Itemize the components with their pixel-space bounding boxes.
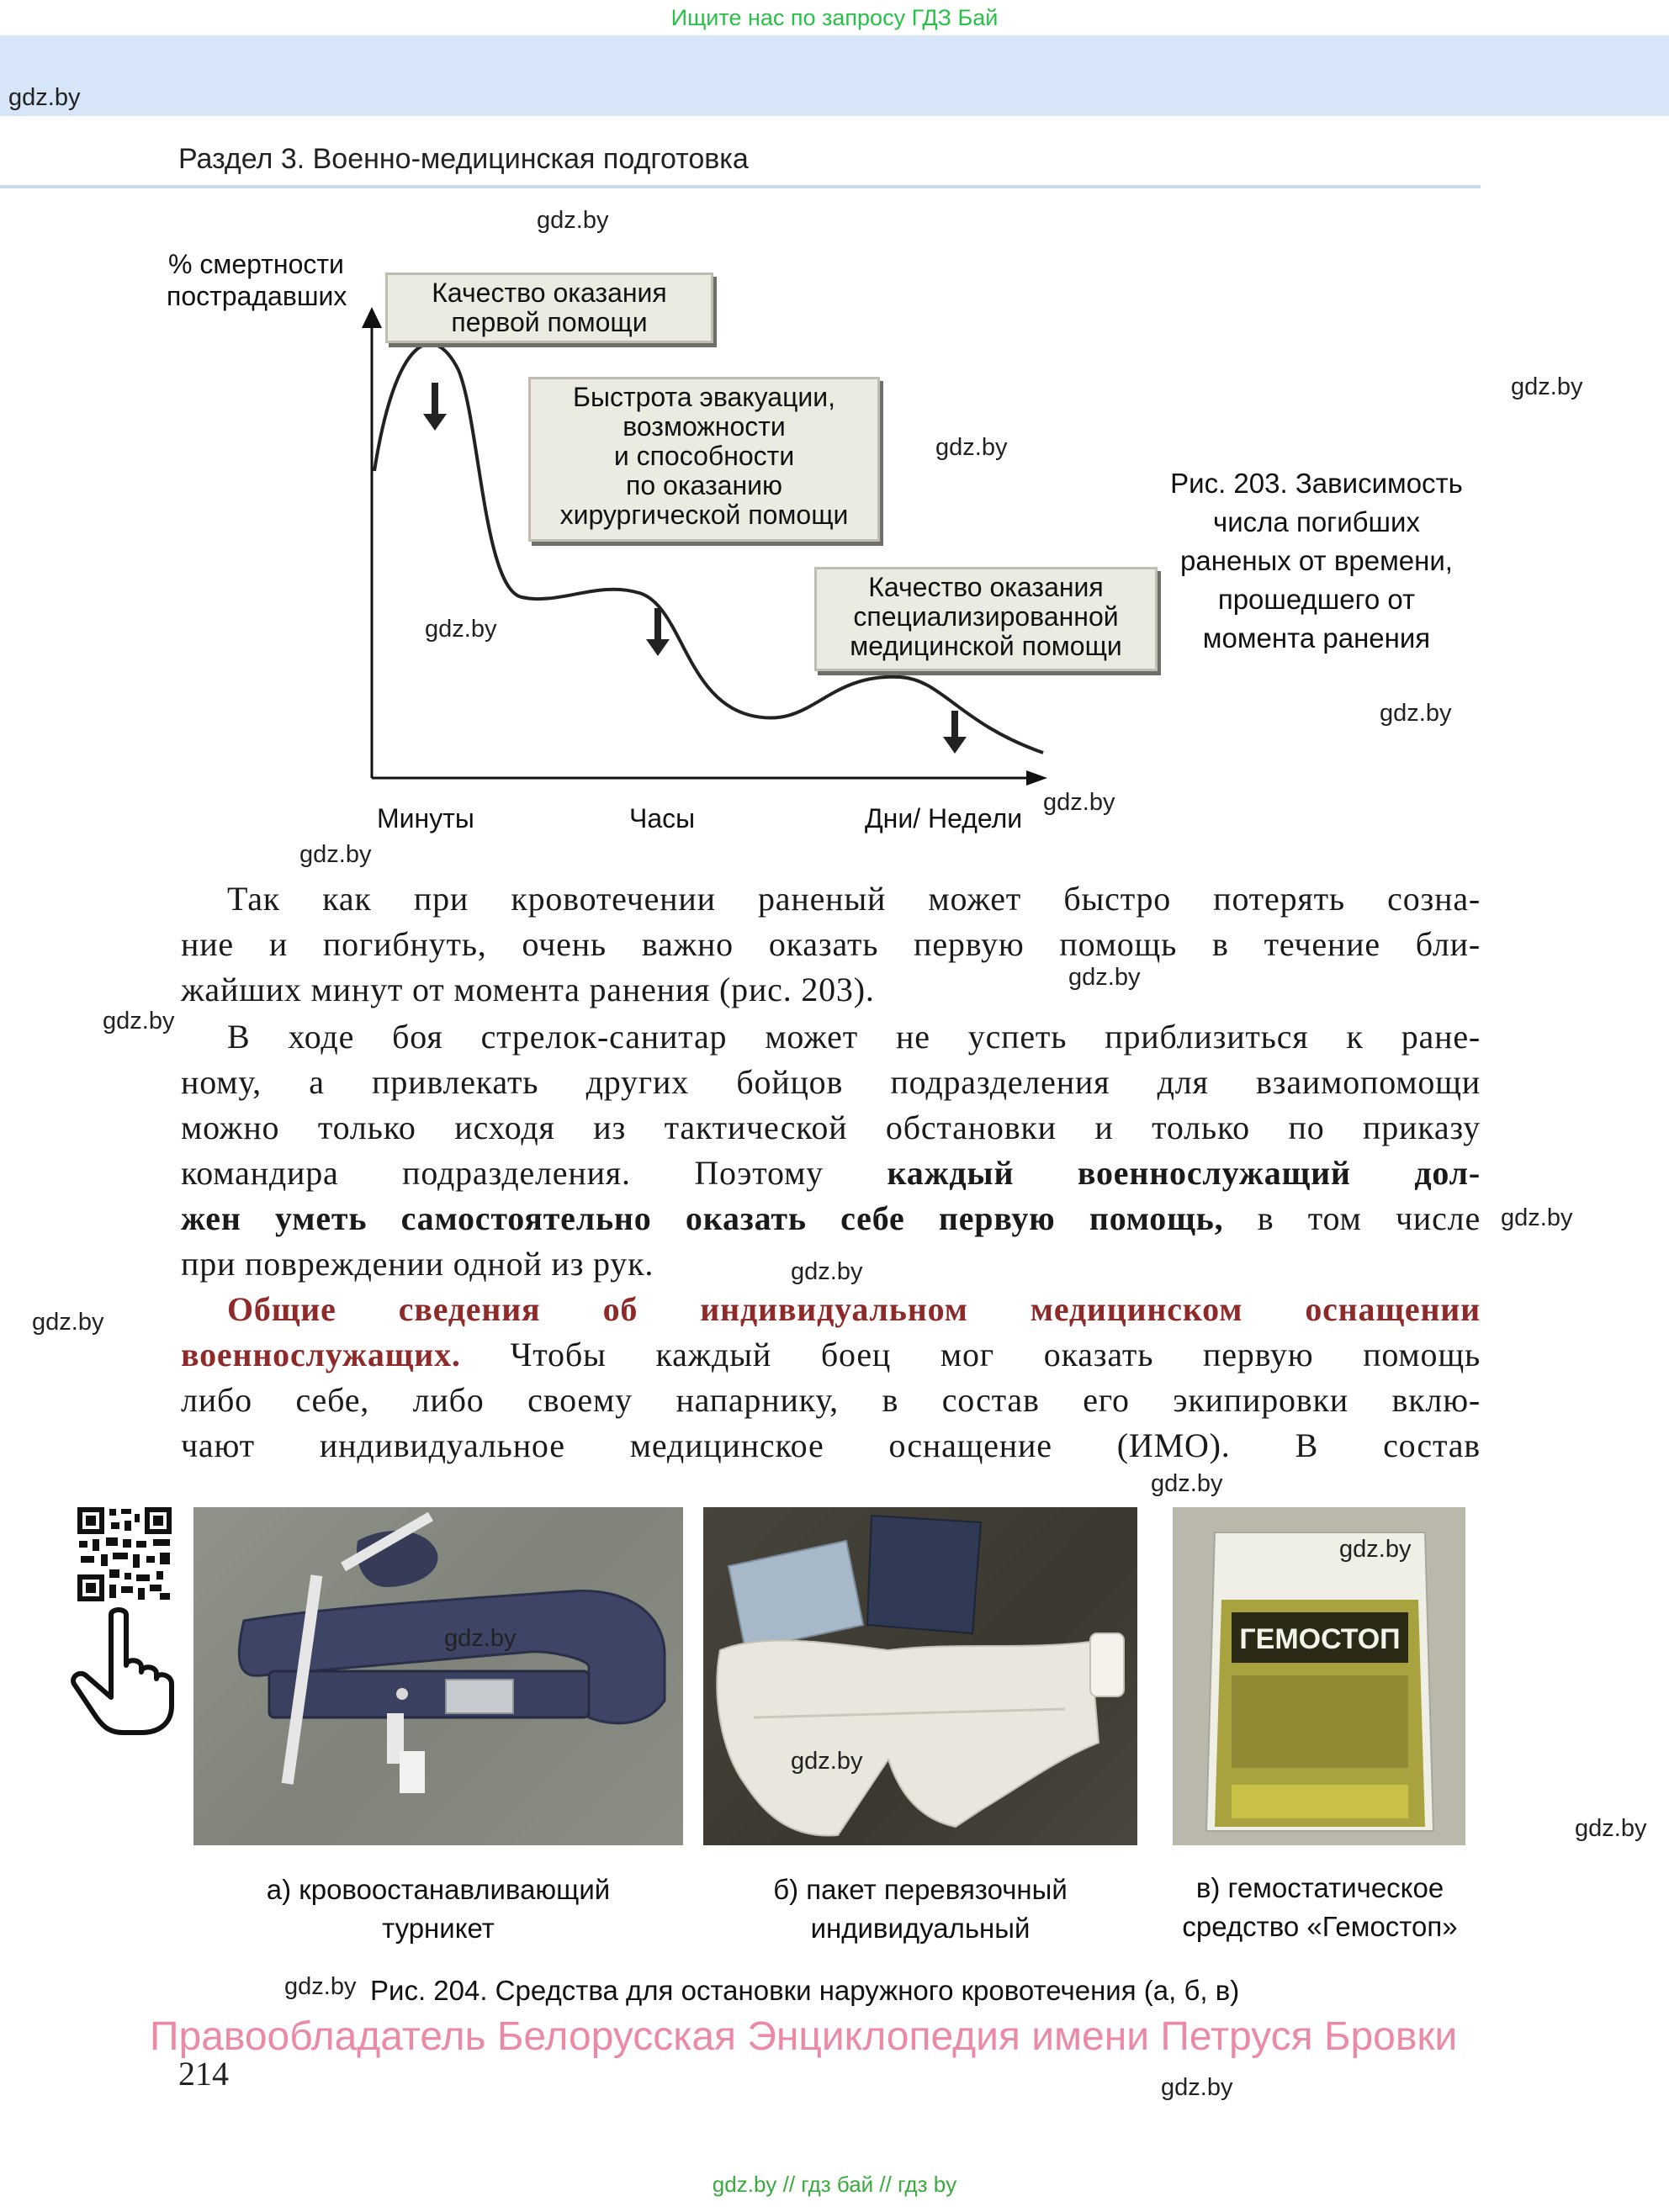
x-label-minutes: Минуты xyxy=(377,803,474,833)
watermark: gdz.by xyxy=(1043,789,1115,816)
y-axis-label-line1: % смертности xyxy=(168,249,344,279)
text-line: чают индивидуальное медицинское оснащение (ИМО). В состав xyxy=(181,1426,1481,1464)
caption-line: средство «Гемостоп» xyxy=(1182,1911,1458,1942)
text-line: ние и погибнуть, очень важно оказать первую помощь в течение бли- xyxy=(181,925,1481,963)
watermark: gdz.by xyxy=(1380,700,1452,727)
box-evacuation xyxy=(528,377,880,542)
caption-line: индивидуальный xyxy=(810,1913,1031,1944)
text-line xyxy=(181,1332,1481,1378)
watermark: gdz.by xyxy=(1339,1536,1412,1563)
text-line: жайших минут от момента ранения (рис. 203). xyxy=(181,971,875,1008)
caption-line: в) гемостатическое xyxy=(1195,1872,1444,1903)
watermark: gdz.by xyxy=(1161,2074,1233,2101)
caption-line: а) кровоостанавливающий xyxy=(266,1874,611,1905)
text-span: Чтобы каждый боец мог оказать первую помощь xyxy=(460,1336,1481,1373)
text-line: можно только исходя из тактической обстановки и только по приказу xyxy=(181,1109,1481,1146)
text-line xyxy=(181,1151,1481,1196)
box-line: медицинской помощи xyxy=(850,631,1122,661)
paragraph-1 xyxy=(181,876,1481,1013)
box-line: Быстрота эвакуации, xyxy=(572,382,836,412)
caption-line: б) пакет перевязочный xyxy=(773,1874,1068,1905)
page-number: 214 xyxy=(178,2055,229,2093)
x-label-hours: Часы xyxy=(629,803,696,833)
paragraph-2 xyxy=(181,1014,1481,1287)
text-line: В ходе боя стрелок-санитар может не успеть приблизиться к ране- xyxy=(227,1018,1481,1056)
x-label-days-weeks: Дни/ Недели xyxy=(865,803,1023,833)
watermark: gdz.by xyxy=(1511,373,1583,400)
watermark: gdz.by xyxy=(299,841,372,868)
box-line: первой помощи xyxy=(451,307,648,337)
header-divider xyxy=(0,185,1481,188)
tourniquet-illustration xyxy=(193,1507,683,1845)
text-span: в том числе xyxy=(1223,1199,1481,1237)
caption-b xyxy=(703,1871,1137,1948)
text-line: либо себе, либо своему напарнику, в состав его экипировки вклю- xyxy=(181,1381,1481,1419)
figure204-caption: Рис. 204. Средства для остановки наружного кровотечения (а, б, в) xyxy=(370,1975,1240,2006)
gemostop-brand: ГЕМОСТОП xyxy=(1239,1623,1401,1655)
text-line: Так как при кровотечении раненый может быстро потерять созна- xyxy=(227,880,1481,918)
copyright-holder: Правообладатель Белорусская Энциклопедия имени Петруся Бровки xyxy=(150,2014,1458,2059)
caption-line: турникет xyxy=(382,1913,495,1944)
watermark: gdz.by xyxy=(1068,964,1141,991)
box-specialized-care xyxy=(814,567,1158,671)
photo-gemostop xyxy=(1173,1507,1465,1845)
watermark: gdz.by xyxy=(8,84,81,111)
text-line xyxy=(181,1287,1481,1332)
figure203-caption xyxy=(1169,464,1464,658)
caption-line: момента ранения xyxy=(1202,622,1431,654)
watermark: gdz.by xyxy=(1575,1815,1647,1842)
x-axis-arrow xyxy=(1026,770,1047,786)
caption-c xyxy=(1156,1869,1484,1946)
text-span: командира подразделения. Поэтому xyxy=(181,1154,887,1192)
box-line: Качество оказания xyxy=(432,278,667,308)
photo-bandage-packet xyxy=(703,1507,1137,1845)
photo-tourniquet xyxy=(193,1507,683,1845)
pointing-hand-icon xyxy=(67,1606,181,1737)
watermark: gdz.by xyxy=(537,207,609,234)
caption-line: Рис. 203. Зависимость xyxy=(1170,468,1463,499)
box-line: возможности xyxy=(623,411,786,442)
blue-banner xyxy=(0,35,1669,116)
qr-code-icon[interactable] xyxy=(76,1506,173,1603)
watermark: gdz.by xyxy=(1151,1470,1223,1497)
watermark: gdz.by xyxy=(791,1748,863,1775)
section-title: Раздел 3. Военно-медицинская подготовка xyxy=(178,143,749,175)
caption-line: раненых от времени, xyxy=(1180,545,1453,576)
box-line: и способности xyxy=(613,441,795,471)
caption-line: прошедшего от xyxy=(1217,584,1416,615)
caption-line: числа погибших xyxy=(1213,506,1420,537)
gemostop-package xyxy=(1173,1507,1465,1845)
bold-span: каждый военнослужащий дол- xyxy=(887,1154,1481,1192)
watermark: gdz.by xyxy=(791,1258,863,1285)
watermark: gdz.by xyxy=(32,1309,104,1336)
caption-a xyxy=(193,1871,683,1948)
watermark: gdz.by xyxy=(284,1973,357,2000)
bandage-illustration xyxy=(703,1507,1137,1845)
down-arrow-icon xyxy=(423,383,447,431)
box-line: хирургической помощи xyxy=(559,500,849,530)
red-heading: военнослужащих. xyxy=(181,1336,461,1373)
top-banner-text: Ищите нас по запросу ГДЗ Бай xyxy=(670,5,999,30)
watermark: gdz.by xyxy=(103,1008,175,1035)
text-line: при повреждении одной из рук. xyxy=(181,1245,654,1283)
text-line: ному, а привлекать других бойцов подразделения для взаимопомощи xyxy=(181,1063,1481,1101)
y-axis-arrow xyxy=(362,307,382,328)
box-line: по оказанию xyxy=(626,470,782,500)
watermark: gdz.by xyxy=(1501,1204,1573,1231)
bold-span: жен уметь самостоятельно оказать себе первую помощь, xyxy=(181,1199,1224,1237)
watermark: gdz.by xyxy=(425,616,497,643)
box-line: Качество оказания xyxy=(868,572,1104,602)
y-axis-label-line2: пострадавших xyxy=(167,281,347,311)
bottom-links[interactable]: gdz.by // гдз бай // гдз by xyxy=(712,2172,957,2197)
watermark: gdz.by xyxy=(935,434,1008,461)
box-first-aid-quality xyxy=(385,273,713,343)
text-line xyxy=(181,1196,1481,1241)
watermark: gdz.by xyxy=(444,1625,517,1652)
paragraph-3 xyxy=(181,1287,1481,1468)
down-arrow-icon xyxy=(943,711,967,754)
box-line: специализированной xyxy=(853,601,1119,632)
red-heading: Общие сведения об индивидуальном медицинском оснащении xyxy=(227,1290,1481,1328)
